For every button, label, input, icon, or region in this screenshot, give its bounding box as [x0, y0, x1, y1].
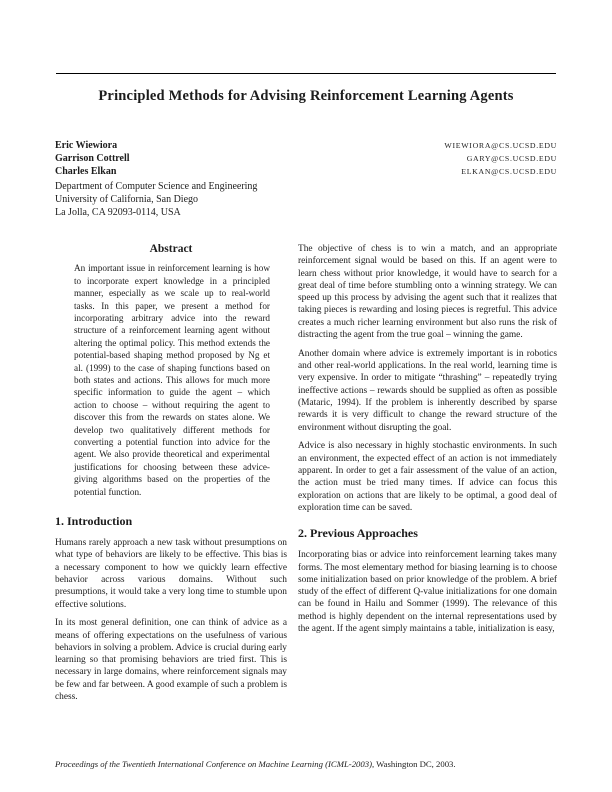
author-row [55, 139, 557, 152]
body-paragraph-robotics: Another domain where advice is extremely important is in robotics and other real-world applications. In the real world, learning time is very expensive. In order to mitigate “thrashing” – repeatedly trying ineffective actions – rewards should be supplied as often as possible (Mataric, 1994). If the problem is inherently described by sparse rewards it is very difficult to change the reward structure of the environment without disrupting the goal. [298, 348, 557, 433]
affiliation-line: University of California, San Diego [55, 194, 199, 205]
footer-notice [55, 759, 557, 770]
body-paragraph-chess: The objective of chess is to win a match, and an appropriate reinforcement signal would be based on this. If an agent were to learn chess without prior knowledge, it would have to search for a great deal of time before stumbling onto a winning strategy. We can speed up this process by advising the agent such that it realizes that taking pieces is rewarding and losing pieces is regretful. This advice creates a much richer learning environment but also runs the risk of distracting the agent from the true goal – winning the game. [298, 244, 557, 341]
intro-paragraph-1: Humans rarely approach a new task without presumptions on what type of behaviors are likely to be effective. This bias is a necessary component to how we quickly learn effective behavior across various domains. Without such presumptions, it would take a very long time to stumble upon effective solutions. [55, 538, 287, 610]
section-1-heading: 1. Introduction [55, 514, 133, 529]
author-email: ELKAN@CS.UCSD.EDU [461, 167, 557, 176]
affiliation-block [55, 180, 557, 219]
author-name: Charles Elkan [55, 166, 117, 177]
author-row [55, 152, 557, 165]
author-name: Eric Wiewiora [55, 140, 118, 151]
author-name: Garrison Cottrell [55, 153, 130, 164]
author-email: GARY@CS.UCSD.EDU [466, 154, 557, 163]
left-column [55, 243, 287, 703]
abstract-text: An important issue in reinforcement learning is how to incorporate expert knowledge in a principled manner, especially as we scale up to real-world tasks. In this paper, we present a method for incorporating arbitrary advice into the reward structure of a reinforcement learning agent without altering the optimal policy. This method extends the potential-based shaping method proposed by Ng et al. (1999) to the case of shaping functions based on both states and actions. This allows for much more specific information to guide the agent – which action to choose – without requiring the agent to discover this from the rewards on states alone. We develop two qualitatively different methods for converting a potential function into advice for the agent. We also provide theoretical and experimental justifications for choosing between these advice-giving algorithms based on the properties of the potential function. [74, 263, 270, 497]
previous-approaches-paragraph: Incorporating bias or advice into reinforcement learning takes many forms. The most elementary method for biasing learning is to choose some initialization based on prior knowledge of the problem. A brief study of the effect of different Q-value initializations for one domain can be found in Hailu and Sommer (1999). The relevance of this method is highly dependent on the internal representations used by the agent. If the agent simply maintains a table, initialization is easy, [298, 550, 557, 635]
footer-venue: Proceedings of the Twentieth International Conference on Machine Learning (ICML-2003) [55, 759, 372, 769]
body-paragraph-stochastic: Advice is also necessary in highly stochastic environments. In such an environment, the expected effect of an action is not immediately apparent. In order to get a fair assessment of the value of an action, the action must be tried many times. If advice can focus this exploration on actions that are likely to be optimal, a good deal of exploration time can be saved. [298, 441, 557, 513]
affiliation-line: Department of Computer Science and Engineering [55, 181, 258, 192]
paper-title: Principled Methods for Advising Reinforcement Learning Agents [98, 88, 514, 104]
affiliation-line: La Jolla, CA 92093-0114, USA [55, 207, 181, 218]
header-rule [56, 73, 556, 74]
footer-location: , Washington DC, 2003. [371, 759, 456, 769]
right-column [298, 243, 557, 635]
abstract-heading: Abstract [149, 243, 193, 255]
author-email: WIEWIORA@CS.UCSD.EDU [444, 141, 557, 150]
author-block [55, 139, 557, 178]
section-2-heading: 2. Previous Approaches [298, 526, 418, 541]
intro-paragraph-2: In its most general definition, one can think of advice as a means of offering expectations on the usefulness of various behaviors in solving a problem. Advice is crucial during early learning so that promising behaviors are tried first. This is necessary in large domains, where reinforcement signals may be few and far between. A good example of such a problem is chess. [55, 618, 287, 703]
author-row [55, 165, 557, 178]
